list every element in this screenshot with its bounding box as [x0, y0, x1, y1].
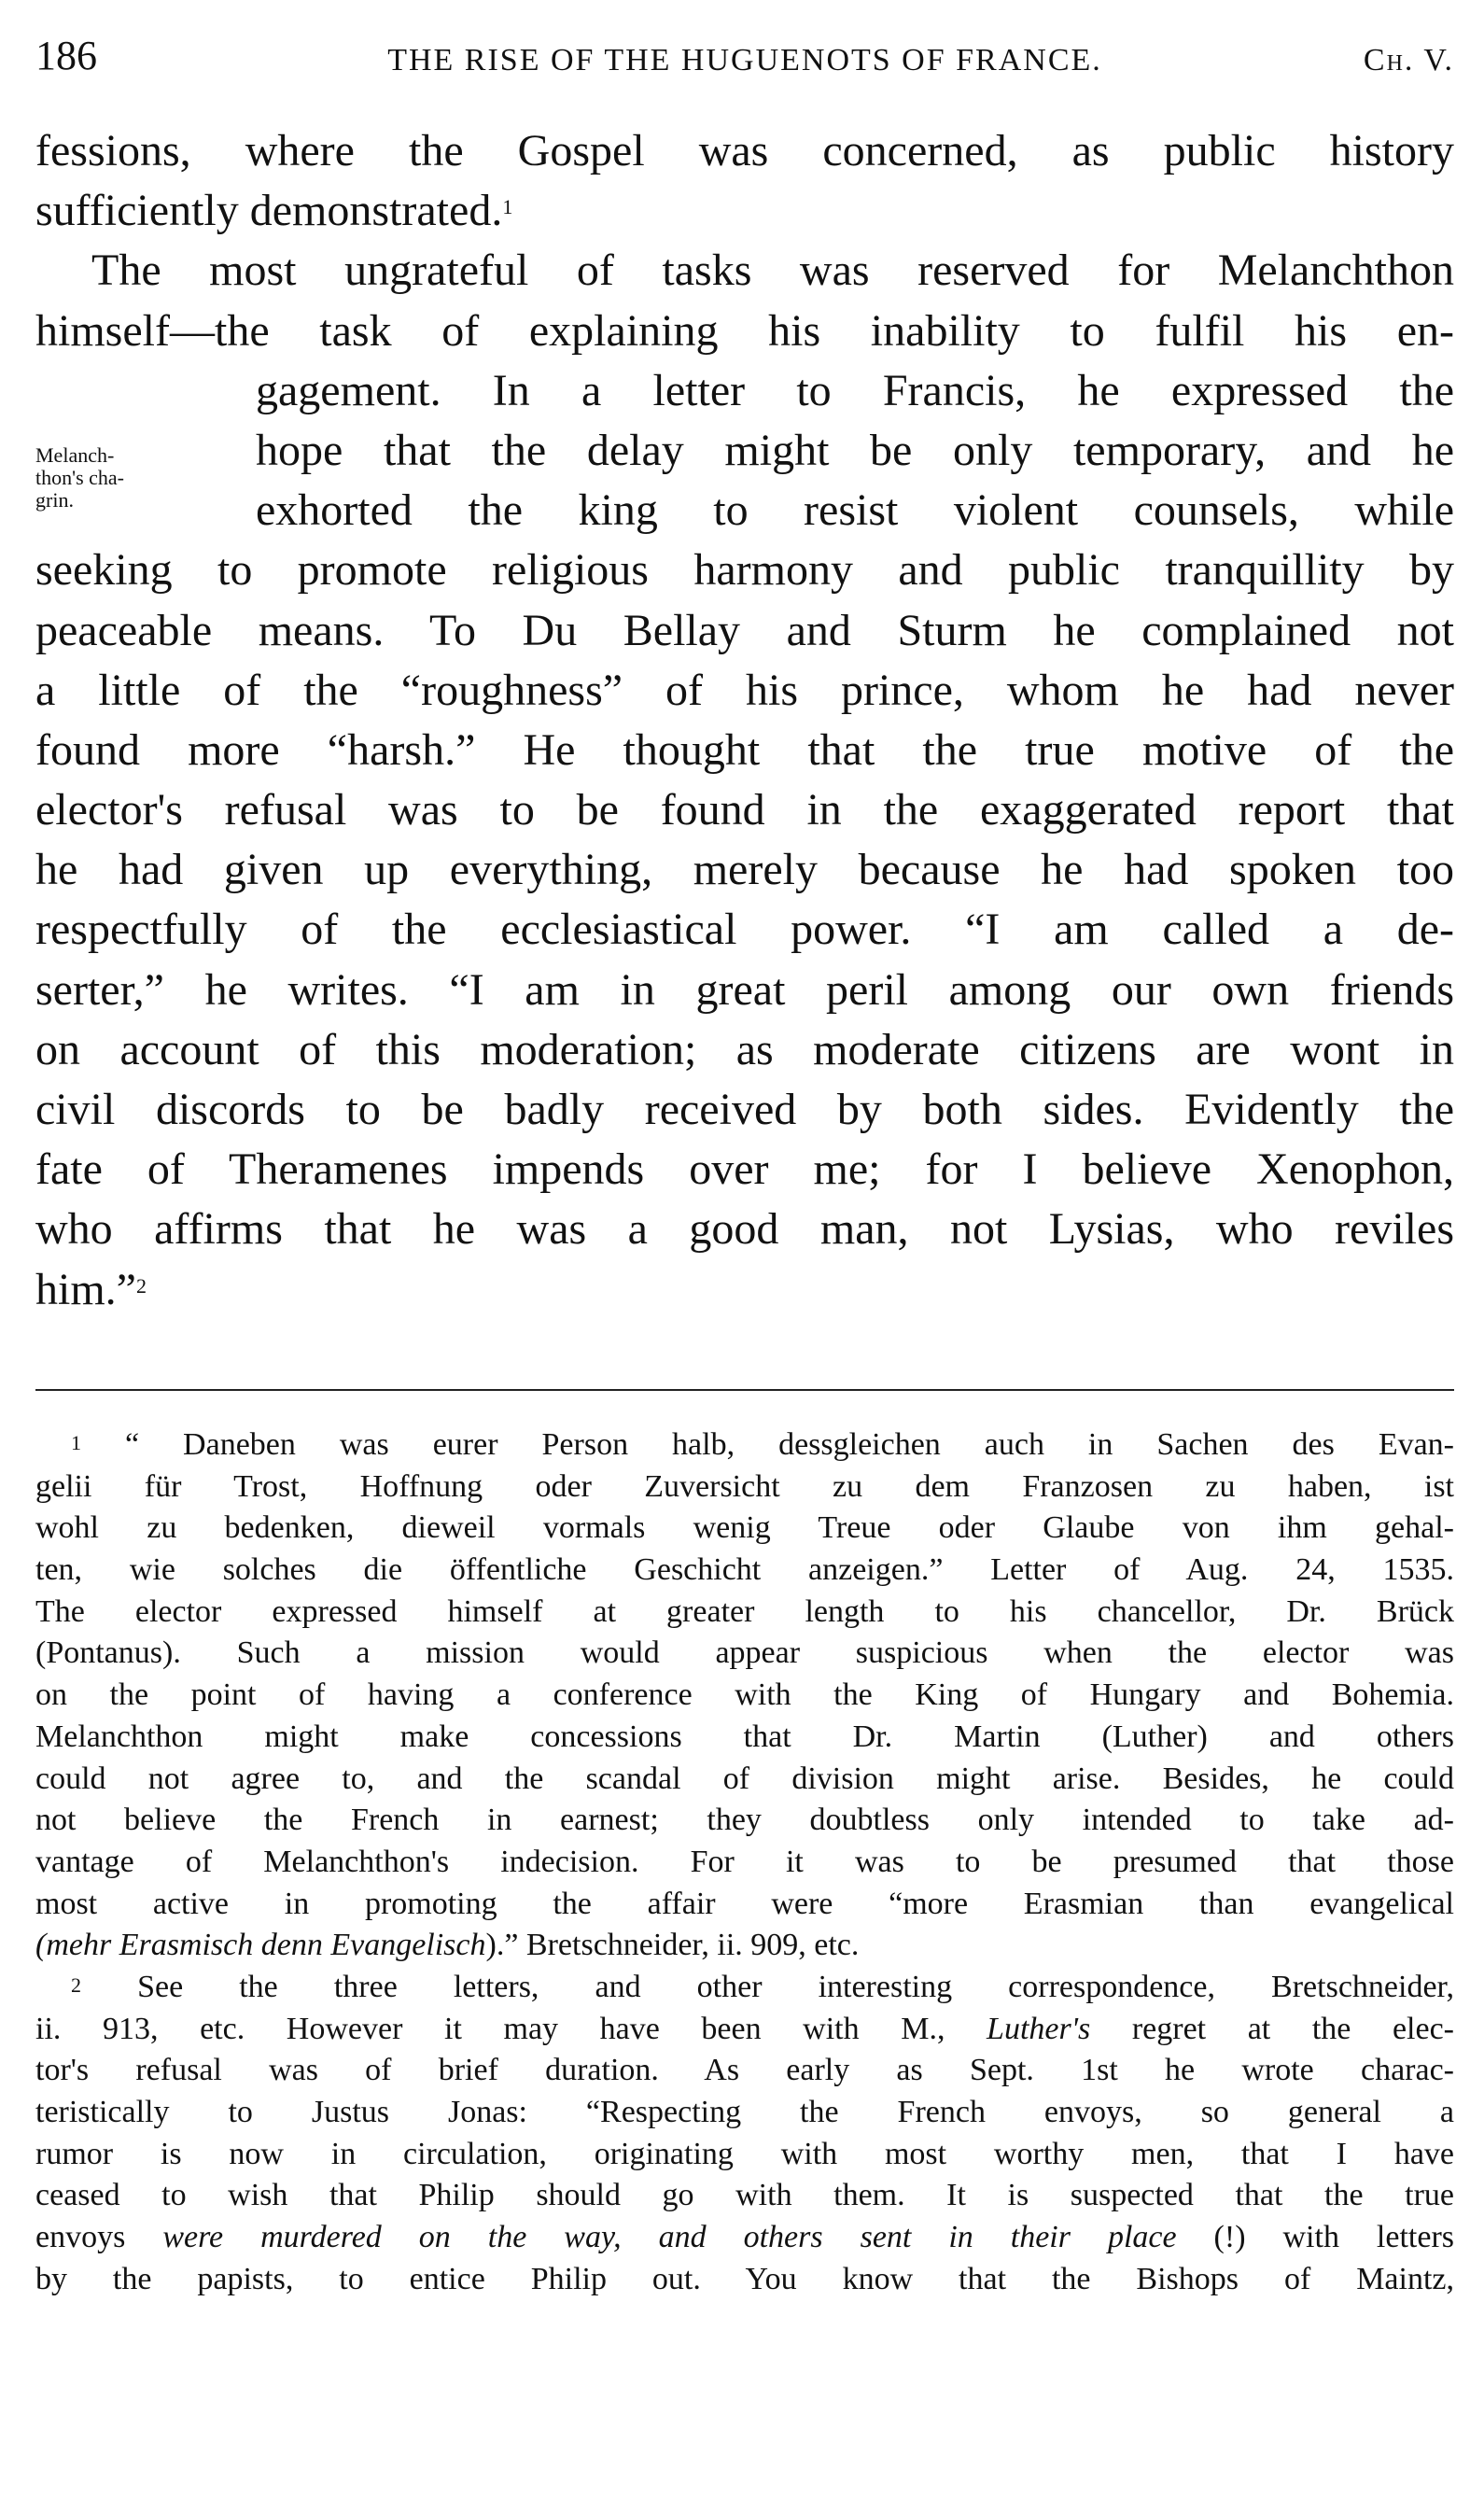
text-line: civil discords to be badly received by both sides. Evidently the — [35, 1085, 1454, 1134]
footnote-line: most active in promoting the affair were “more Erasmian than evangelical — [35, 1886, 1454, 1921]
italic-span: were murdered on the way, and others sent in their place — [162, 2220, 1177, 2255]
text-line: seeking to promote religious harmony and public tranquillity by — [35, 545, 1454, 596]
margin-note-line: Melanch- — [35, 443, 115, 467]
main-text — [35, 121, 1454, 1320]
footnote-line — [35, 2217, 1454, 2259]
page-header — [35, 28, 1454, 93]
margin-note-line: grin. — [35, 488, 74, 512]
text-span: regret at the elec- — [1090, 2011, 1454, 2046]
text-span: sufficiently demonstrated. — [35, 186, 503, 236]
text-line: hope that the delay might be only temporary, and he — [256, 425, 1454, 475]
footnote-line: vantage of Melanchthon's indecision. For it was to be presumed that those — [35, 1844, 1454, 1879]
text-span: “ Daneben was eurer Person halb, dessgleichen auch in Sachen des Evan- — [124, 1427, 1454, 1462]
footnote-marker-2: 2 — [71, 1972, 81, 1997]
paragraph-start: The most ungrateful of tasks was reserved for Melanchthon — [91, 246, 1454, 296]
text-span: ii. 913, etc. However it may have been with M., — [35, 2011, 987, 2046]
italic-span: Luther's — [987, 2011, 1091, 2046]
footnote-line: Melanchthon might make concessions that Dr. Martin (Luther) and others — [35, 1719, 1454, 1754]
footnote-line: gelii für Trost, Hoffnung oder Zuversicht zu dem Franzosen zu haben, ist — [35, 1468, 1454, 1504]
text-line: exhorted the king to resist violent counsels, while — [256, 485, 1454, 536]
text-line: a little of the “roughness” of his prince, whom he had never — [35, 665, 1454, 715]
footnote-ref-1: 1 — [502, 195, 513, 219]
text-line: himself—the task of explaining his inability to fulfil his en- — [35, 305, 1454, 356]
text-line: serter,” he writes. “I am in great peril among our own friends — [35, 964, 1454, 1015]
footnotes — [35, 1424, 1454, 2300]
footnote-line: wohl zu bedenken, dieweil vormals wenig Treue oder Glaube von ihm gehal- — [35, 1510, 1454, 1546]
footnote-line: ceased to wish that Philip should go with them. It is suspected that the true — [35, 2178, 1454, 2213]
footnote-ref-2: 2 — [135, 1273, 147, 1298]
footnote-line: teristically to Justus Jonas: “Respecting the French envoys, so general a — [35, 2095, 1454, 2129]
text-line: peaceable means. To Du Bellay and Sturm he complained not — [35, 605, 1454, 655]
text-line: respectfully of the ecclesiastical power. “I am called a de- — [35, 905, 1454, 955]
text-line: fate of Theramenes impends over me; for I believe Xenophon, — [35, 1144, 1454, 1195]
text-line — [35, 181, 1454, 241]
footnote-line — [35, 2009, 1454, 2051]
footnote-line: ten, wie solches die öffentliche Geschicht anzeigen.” Letter of Aug. 24, 1535. — [35, 1552, 1454, 1588]
text-line: elector's refusal was to be found in the exaggerated report that — [35, 785, 1454, 835]
text-span: (!) with letters — [1176, 2220, 1454, 2255]
footnote-line: could not agree to, and the scandal of division might arise. Besides, he could — [35, 1761, 1454, 1796]
text-line: found more “harsh.” He thought that the true motive of the — [35, 724, 1454, 775]
text-line: on account of this moderation; as moderate citizens are wont in — [35, 1024, 1454, 1074]
footnote-line — [35, 1925, 1454, 1967]
text-line: gagement. In a letter to Francis, he expressed the — [256, 365, 1454, 415]
footnote-marker-1: 1 — [71, 1431, 81, 1454]
footnote-line: not believe the French in earnest; they doubtless only intended to take ad- — [35, 1803, 1454, 1838]
margin-note-line: thon's cha- — [35, 466, 124, 489]
text-span: him.” — [35, 1264, 136, 1314]
footnote-line: on the point of having a conference with the King of Hungary and Bohemia. — [35, 1677, 1454, 1713]
footnote-2-start — [35, 1967, 1454, 2009]
footnote-line: tor's refusal was of brief duration. As early as Sept. 1st he wrote charac- — [35, 2053, 1454, 2088]
text-line: he had given up everything, merely because he had spoken too — [35, 845, 1454, 895]
running-title: THE RISE OF THE HUGUENOTS OF FRANCE. — [387, 43, 1102, 77]
footnote-line: by the papists, to entice Philip out. You know that the Bishops of Maintz, — [35, 2261, 1454, 2296]
footnote-line: (Pontanus). Such a mission would appear suspicious when the elector was — [35, 1635, 1454, 1671]
text-line: fessions, where the Gospel was concerned, as public history — [35, 126, 1454, 175]
text-span: ).” Bretschneider, ii. 909, etc. — [485, 1928, 860, 1963]
text-line — [35, 1260, 1454, 1320]
italic-span: (mehr Erasmisch denn Evangelisch — [35, 1928, 486, 1963]
text-span: See the three letters, and other interesting correspondence, Bretschneider, — [137, 1969, 1455, 2004]
page-number: 186 — [35, 33, 97, 78]
footnote-line: The elector expressed himself at greater length to his chancellor, Dr. Brück — [35, 1593, 1454, 1629]
footnote-1-start — [35, 1424, 1454, 1467]
text-line: who affirms that he was a good man, not Lysias, who reviles — [35, 1204, 1454, 1255]
chapter-mark: Ch. V. — [1363, 43, 1454, 77]
footnote-rule — [35, 1389, 1454, 1391]
text-span: envoys — [35, 2220, 163, 2255]
footnote-line: rumor is now in circulation, originating with most worthy men, that I have — [35, 2136, 1454, 2171]
